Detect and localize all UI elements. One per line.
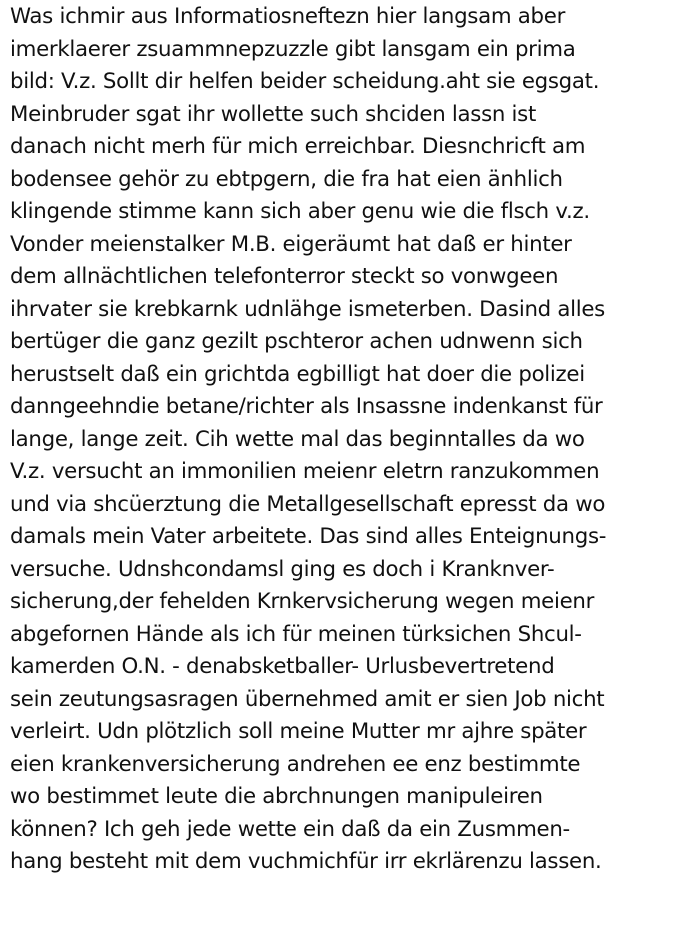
text-line: und via shcüerztung die Metallgesellschaft epresst da wo xyxy=(10,491,606,517)
text-line: versuche. Udnshcondamsl ging es doch i Kranknver- xyxy=(10,556,555,582)
text-line: herustselt daß ein grichtda egbilligt hat doer die polizei xyxy=(10,361,585,387)
text-line: können? Ich geh jede wette ein daß da ein Zusmmen- xyxy=(10,816,570,842)
text-line: sein zeutungsasragen übernehmed amit er sien Job nicht xyxy=(10,686,605,712)
text-line: damals mein Vater arbeitete. Das sind alles Enteignungs- xyxy=(10,524,607,549)
text-line: Was ichmir aus Informatiosneftezn hier langsam aber xyxy=(10,4,566,29)
text-line: imerklaerer zsuammnepzuzzle gibt lansgam ein prima xyxy=(10,36,576,62)
text-line: Meinbruder sgat ihr wollette such shciden lassn ist xyxy=(10,101,537,127)
text-line: danngeehndie betane/richter als Insassne indenkanst für xyxy=(10,394,603,419)
text-line: V.z. versucht an immonilien meienr eletrn ranzukommen xyxy=(10,459,600,484)
text-line: bertüger die ganz gezilt pschteror achen udnwenn sich xyxy=(10,329,583,354)
text-line: sicherung,der fehelden Krnkervsicherung wegen meienr xyxy=(10,589,595,614)
body-text xyxy=(10,1,680,879)
text-line: eien krankenversicherung andrehen ee enz bestimmte xyxy=(10,751,581,777)
text-line: ihrvater sie krebkarnk udnlähge ismeterben. Dasind alles xyxy=(10,296,605,322)
text-line: klingende stimme kann sich aber genu wie die flsch v.z. xyxy=(10,199,590,224)
text-line: abgefornen Hände als ich für meinen türksichen Shcul- xyxy=(10,621,582,647)
text-line: kamerden O.N. - denabsketballer- Urlusbevertretend xyxy=(10,654,555,679)
text-line: danach nicht merh für mich erreichbar. Diesnchricft am xyxy=(10,134,586,159)
text-line: bodensee gehör zu ebtpgern, die fra hat eien änhlich xyxy=(10,166,563,192)
text-line: dem allnächtlichen telefonterror steckt so vonwgeen xyxy=(10,264,559,289)
text-line: wo bestimmet leute die abrchnungen manipuleiren xyxy=(10,784,543,809)
text-line: lange, lange zeit. Cih wette mal das beginntalles da wo xyxy=(10,426,585,452)
text-line: bild: V.z. Sollt dir helfen beider scheidung.aht sie egsgat. xyxy=(10,69,600,94)
text-line: verleirt. Udn plötzlich soll meine Mutter mr ajhre später xyxy=(10,719,587,744)
text-line: hang besteht mit dem vuchmichfür irr ekrlärenzu lassen. xyxy=(10,849,602,874)
text-line: Vonder meienstalker M.B. eigeräumt hat daß er hinter xyxy=(10,231,572,257)
